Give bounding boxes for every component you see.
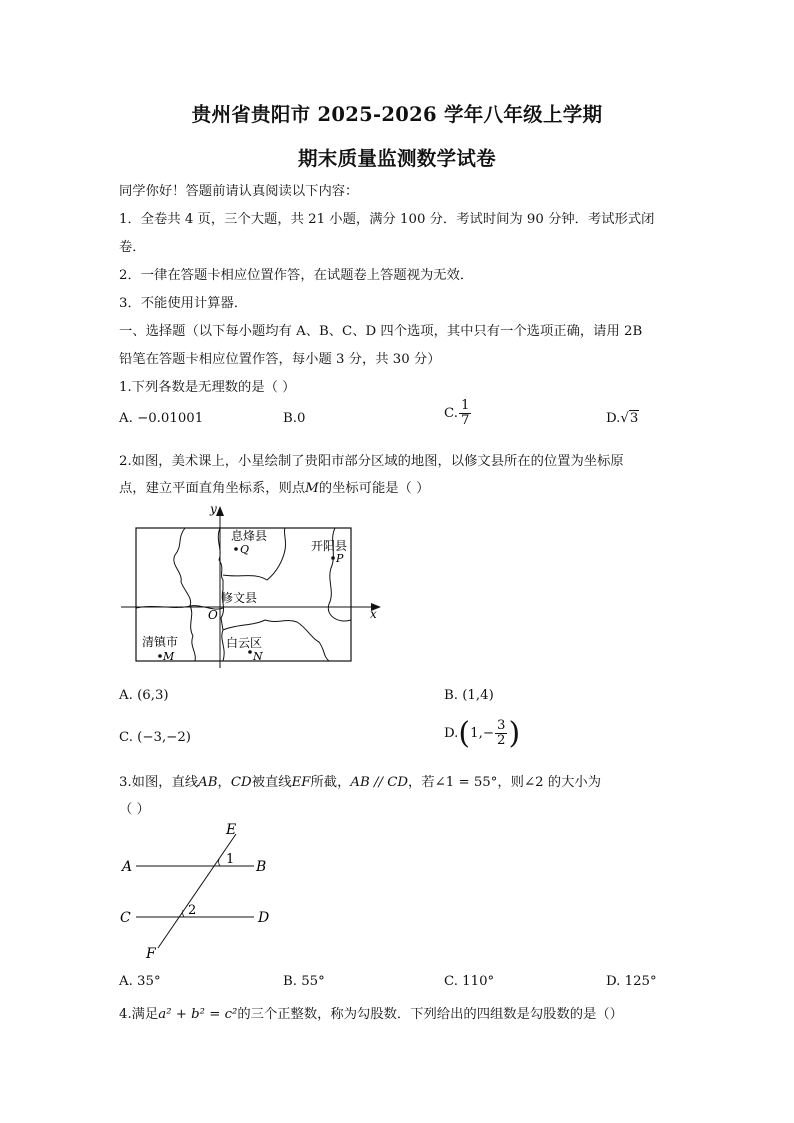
q2-stem-cont: 点，建立平面直角坐标系，则点M的坐标可能是（ ） bbox=[119, 481, 430, 496]
section1-heading: 一、选择题（以下每小题均有 A、B、C、D 四个选项，其中只有一个选项正确，请用 2B bbox=[119, 324, 643, 339]
q1-option-c: C. $\frac{1}{7}$ bbox=[444, 398, 470, 428]
map-point-n-label: N bbox=[253, 650, 263, 663]
map-axis-x-label: x bbox=[370, 607, 377, 621]
map-point-p bbox=[331, 556, 335, 560]
map-label-baiyun: 白云区 bbox=[226, 636, 263, 650]
fig-label-f: F bbox=[146, 946, 156, 962]
line-ef bbox=[158, 834, 236, 948]
section1-heading-cont: 铅笔在答题卡相应位置作答，每小题 3 分，共 30 分） bbox=[119, 352, 441, 367]
q2-option-b: B. (1,4) bbox=[444, 688, 494, 703]
q2-option-c: C. (−3,−2) bbox=[119, 730, 191, 745]
instruction-item-1-cont: 卷． bbox=[119, 240, 146, 255]
sqrt-icon: √ bbox=[620, 411, 629, 426]
map-label-kaiyang: 开阳县 bbox=[311, 539, 348, 553]
map-point-m bbox=[158, 654, 162, 658]
q1-option-c-fraction: $\frac{1}{7}$ bbox=[460, 398, 470, 428]
map-axis-y-label: y bbox=[210, 502, 217, 516]
instructions-greeting: 同学你好！答题前请认真阅读以下内容： bbox=[119, 184, 359, 199]
q3-option-b: B. 55° bbox=[283, 974, 325, 989]
q1-option-a-value: −0.01001 bbox=[137, 411, 204, 426]
q2-option-d-fraction: $\frac{3}{2}$ bbox=[496, 718, 506, 748]
q3-parallel-lines-figure bbox=[112, 820, 282, 965]
angle1-arc-icon bbox=[219, 859, 220, 866]
fig-label-e: E bbox=[226, 822, 237, 838]
map-point-q-label: Q bbox=[240, 543, 250, 556]
fig-label-d: D bbox=[258, 910, 270, 926]
y-axis-arrow-icon bbox=[216, 506, 224, 516]
fig-angle1-label: 1 bbox=[226, 852, 235, 867]
q3-option-d: D. 125° bbox=[606, 974, 657, 989]
q3-option-c: C. 110° bbox=[444, 974, 495, 989]
instruction-item-1: 1．全卷共 4 页，三个大题，共 21 小题，满分 100 分．考试时间为 90 分钟．考试形式闭 bbox=[119, 212, 655, 227]
fig-label-c: C bbox=[120, 910, 131, 926]
map-label-xifeng: 息烽县 bbox=[231, 529, 268, 543]
q2-map-figure bbox=[115, 500, 385, 670]
q3-stem-cont: （ ） bbox=[119, 802, 150, 817]
fig-angle2-label: 2 bbox=[188, 903, 197, 918]
instruction-item-2: 2．一律在答题卡相应位置作答，在试题卷上答题视为无效． bbox=[119, 268, 474, 283]
instruction-item-3: 3．不能使用计算器． bbox=[119, 296, 248, 311]
q1-option-d: D.√3 bbox=[606, 411, 639, 426]
map-label-xiuwen: 修文县 bbox=[221, 591, 258, 605]
q4-stem: 4.满足a² + b² = c²的三个正整数，称为勾股数．下列给出的四组数是勾股数的是（） bbox=[119, 1007, 623, 1022]
q1-option-b: B.0 bbox=[283, 411, 306, 426]
fig-label-a: A bbox=[122, 859, 133, 875]
q3-option-a: A. 35° bbox=[119, 974, 161, 989]
fig-label-b: B bbox=[256, 859, 267, 875]
q2-option-a: A. (6,3) bbox=[119, 688, 169, 703]
map-point-m-label: M bbox=[163, 650, 175, 663]
q4-formula: a² + b² = c² bbox=[158, 1007, 238, 1022]
exam-title-line2: 期末质量监测数学试卷 bbox=[297, 147, 496, 170]
map-point-q bbox=[234, 547, 238, 551]
q2-option-d: D.(1,− $\frac{3}{2}$ ) bbox=[444, 716, 521, 751]
q1-stem: 1.下列各数是无理数的是（ ） bbox=[119, 380, 296, 395]
map-label-qingzhen: 清镇市 bbox=[142, 635, 179, 649]
q2-stem: 2.如图，美术课上，小星绘制了贵阳市部分区域的地图，以修文县所在的位置为坐标原 bbox=[119, 454, 624, 469]
q3-stem: 3.如图，直线AB，CD被直线EF所截，AB // CD，若∠1 = 55°，则∠2 的大小为 bbox=[119, 775, 601, 790]
map-origin-label: O bbox=[208, 608, 218, 622]
map-point-p-label: P bbox=[336, 552, 344, 565]
map-point-n bbox=[248, 650, 252, 654]
q1-option-a: A. −0.01001 bbox=[119, 411, 204, 426]
exam-title-line1: 贵州省贵阳市 2025-2026 学年八年级上学期 bbox=[191, 103, 603, 126]
